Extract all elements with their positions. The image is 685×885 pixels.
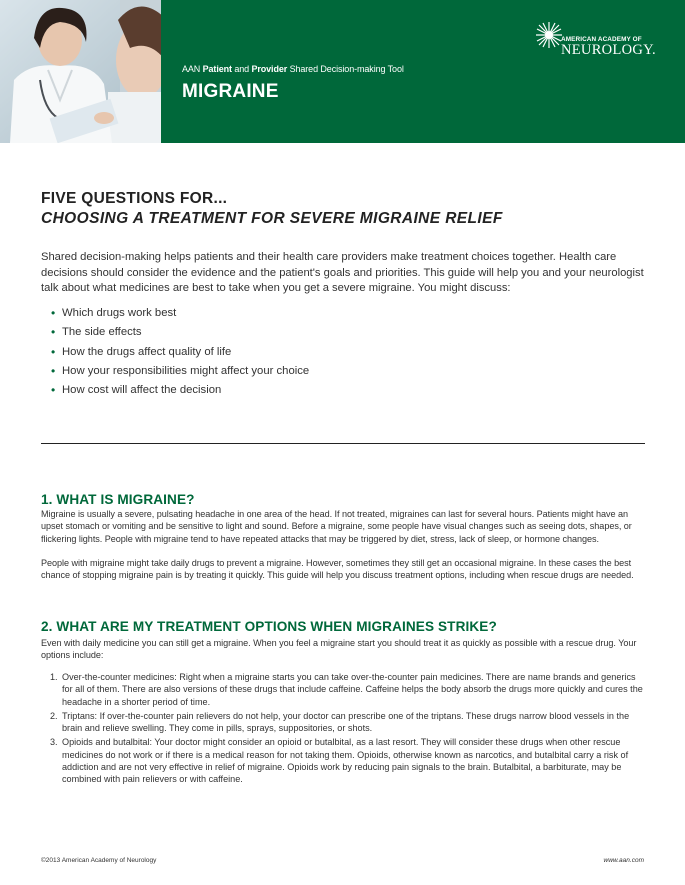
starburst-icon bbox=[534, 20, 564, 50]
doctor-patient-photo bbox=[0, 0, 161, 143]
header-photo bbox=[0, 0, 161, 143]
list-item bbox=[51, 362, 309, 381]
item-text: Over-the-counter medicines: Right when a migraine starts you can take over-the-counter pain medicines. There are name brands and generics for all of them. There are also versions of these drugs that include caffeine. Caffeine helps the body absorb the drugs more quickly and cures the headache in a shorter period of time. bbox=[62, 672, 643, 707]
document-title: MIGRAINE bbox=[182, 81, 279, 102]
bullet-icon: • bbox=[51, 363, 56, 378]
item-number: 1. bbox=[50, 672, 58, 682]
aan-logo bbox=[534, 20, 662, 66]
bullet-text: Which drugs work best bbox=[62, 307, 177, 319]
bullet-icon: • bbox=[51, 325, 56, 340]
section2-intro: Even with daily medicine you can still get a migraine. When you feel a migraine start you should treat it as quickly as possible with a rescue drug. Your options include: bbox=[41, 638, 637, 661]
bullet-icon: • bbox=[51, 344, 56, 359]
section1-para2: People with migraine might take daily drugs to prevent a migraine. However, sometimes they still get an occasional migraine. In these cases the best chance of stopping migraine pain is by treating it quickly. This guide will help you discuss treatment options, including when rescue drugs are needed. bbox=[41, 558, 634, 581]
bullet-text: How the drugs affect quality of life bbox=[62, 345, 232, 358]
footer-url[interactable]: www.aan.com bbox=[603, 857, 644, 864]
intro-paragraph: Shared decision-making helps patients and their health care providers make treatment choices together. Health care decisions should consider the evidence and the patient's goals and priorities. This guide will help you and your neurologist talk about what medicines are best to take when you get a severe migraine. You might discuss: bbox=[41, 251, 644, 294]
headline-line1: FIVE QUESTIONS FOR... bbox=[41, 190, 228, 207]
item-text: Opioids and butalbital: Your doctor might consider an opioid or butalbital, as a last resort. They will consider these drugs when other rescue medicines do not work or if there is a medical reason for not taking them. Opioids, otherwise known as narcotics, and butalbital carry a risk of addiction and are not very effective in relief of migraine. Opioids work by reducing pain signals to the brain. Butalbital, a barbiturate, may be combined with pain relievers or with caffeine. bbox=[62, 737, 629, 785]
list-item bbox=[51, 343, 309, 362]
bullet-icon: • bbox=[51, 383, 56, 398]
item-number: 3. bbox=[50, 737, 58, 748]
list-item bbox=[41, 710, 647, 735]
tool-prefix: AAN bbox=[182, 64, 203, 74]
tool-provider: Provider bbox=[251, 64, 288, 74]
bullet-text: The side effects bbox=[62, 326, 142, 339]
list-item bbox=[51, 304, 309, 323]
footer-copyright: ©2013 American Academy of Neurology bbox=[41, 857, 157, 864]
item-text: Triptans: If over-the-counter pain relievers do not help, your doctor can prescribe one of the triptans. These drugs narrow blood vessels in the brain and relieve swelling. They come in pills, sprays, suppositories, or shots. bbox=[62, 710, 630, 734]
section1-heading: 1. WHAT IS MIGRAINE? bbox=[41, 492, 195, 507]
list-item bbox=[41, 671, 647, 708]
tool-suffix: Shared Decision-making Tool bbox=[287, 64, 404, 74]
section1-para1: Migraine is usually a severe, pulsating headache in one area of the head. If not treated, migraines can last for several hours. Patients might have an upset stomach or vomiting and be sensitive to light and sound. Before a migraine, some people have visual changes such as seeing dots, shapes, or flickering lights. People with migraine tend to have repeated attacks that may be triggered by diet, stress, lack of sleep, or hormone changes. bbox=[41, 509, 632, 544]
list-item bbox=[41, 736, 647, 785]
tool-patient: Patient bbox=[202, 64, 232, 74]
list-item bbox=[51, 381, 309, 400]
tool-and: and bbox=[231, 64, 252, 74]
headline-line2: CHOOSING A TREATMENT FOR SEVERE MIGRAINE RELIEF bbox=[41, 210, 503, 227]
tool-subtitle bbox=[182, 64, 404, 74]
treatment-options-list bbox=[41, 671, 647, 788]
section2-heading: 2. WHAT ARE MY TREATMENT OPTIONS WHEN MIGRAINES STRIKE? bbox=[41, 619, 497, 634]
item-number: 2. bbox=[50, 710, 58, 721]
bullet-icon: • bbox=[51, 306, 56, 320]
headline bbox=[41, 189, 503, 229]
divider bbox=[41, 443, 645, 444]
list-item bbox=[51, 323, 309, 342]
logo-top-text: AMERICAN ACADEMY OF bbox=[561, 36, 642, 43]
bullet-text: How cost will affect the decision bbox=[62, 384, 222, 397]
logo-main-text: NEUROLOGY. bbox=[561, 42, 656, 58]
header-banner bbox=[0, 0, 685, 143]
discussion-bullet-list bbox=[51, 304, 309, 400]
bullet-text: How your responsibilities might affect your choice bbox=[62, 364, 310, 377]
